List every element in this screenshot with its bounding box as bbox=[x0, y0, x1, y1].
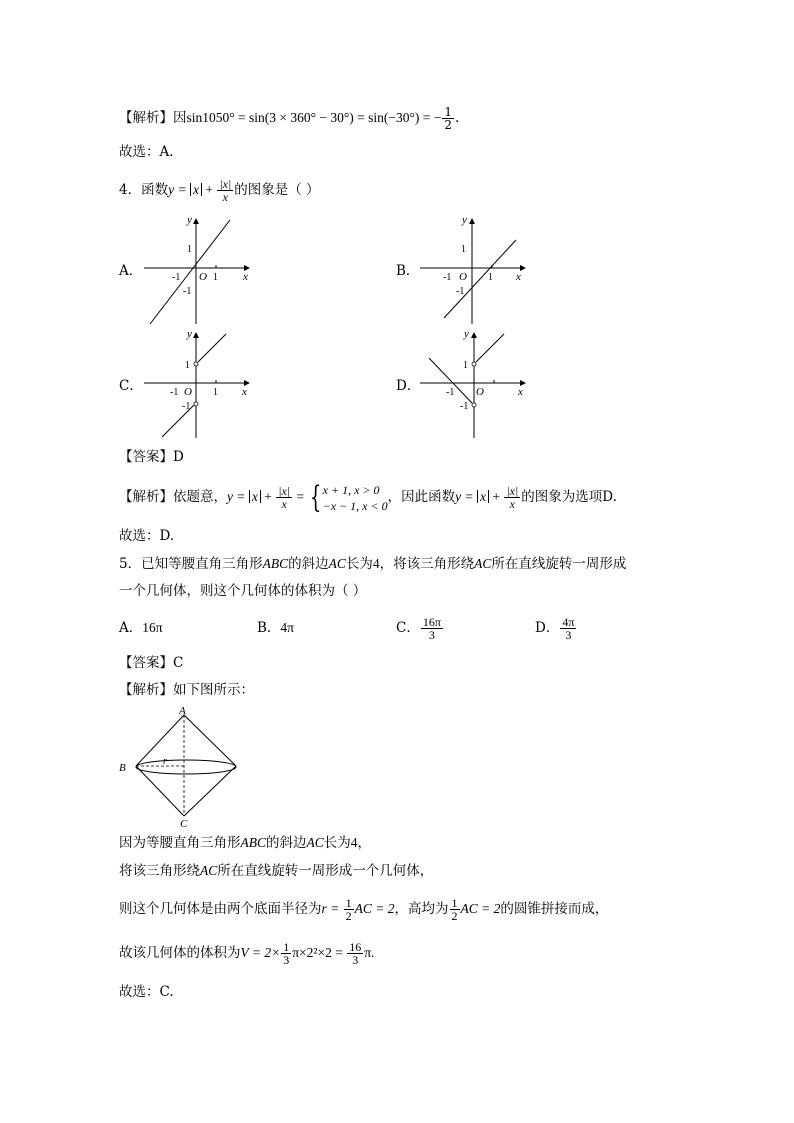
x-label-1: 1 bbox=[488, 272, 493, 283]
x-label-neg1: -1 bbox=[172, 272, 181, 283]
y-equals: y = bbox=[227, 489, 249, 504]
y-arrow bbox=[193, 332, 199, 338]
graph-option-c bbox=[140, 324, 260, 440]
side-ac: AC bbox=[200, 863, 218, 878]
x-label-neg1: -1 bbox=[443, 272, 452, 283]
option-value: 16π bbox=[142, 620, 163, 635]
y-label-neg1: -1 bbox=[456, 286, 465, 297]
piecewise-cases bbox=[323, 482, 388, 514]
y-axis-label: y bbox=[187, 328, 192, 340]
origin-label: O bbox=[184, 386, 192, 398]
fraction-half bbox=[450, 897, 460, 922]
jiexi-tag: 【解析】 bbox=[119, 110, 173, 126]
open-point-top bbox=[472, 362, 476, 366]
option-value: 4π bbox=[280, 620, 294, 635]
fraction-denominator: x bbox=[509, 497, 515, 511]
y-label-neg1: -1 bbox=[183, 286, 192, 297]
q4-stem-prefix: 4．函数 bbox=[119, 182, 169, 198]
q5-option-b bbox=[257, 619, 294, 637]
option-label: C． bbox=[396, 620, 420, 636]
fraction-half bbox=[344, 897, 354, 922]
ac-eq-2: AC = 2 bbox=[354, 901, 395, 916]
q5-stem-d: ，将该三角形绕 bbox=[379, 556, 475, 572]
abs-x: x bbox=[477, 490, 489, 503]
origin-label: O bbox=[459, 271, 467, 283]
period: . bbox=[455, 110, 460, 126]
q5-answer-line bbox=[119, 654, 183, 672]
x-axis-label: x bbox=[516, 271, 521, 283]
length-four: 4 bbox=[372, 556, 380, 571]
fraction-denominator: 2 bbox=[345, 909, 352, 923]
text: 所在直线旋转一周形成一个几何体， bbox=[217, 863, 434, 879]
origin-label: O bbox=[199, 271, 207, 283]
q5-option-a bbox=[119, 619, 163, 637]
y-arrow bbox=[469, 218, 475, 224]
fraction-denominator: 3 bbox=[283, 953, 290, 967]
jiexi-prefix: 因 bbox=[173, 110, 187, 126]
fraction-denominator: 2 bbox=[451, 909, 458, 923]
fraction-denominator: 3 bbox=[352, 953, 359, 967]
fraction-abs-x-over-x bbox=[276, 485, 292, 510]
q4-analysis-line: 【解析】依题意，y = x + $\frac{|x|}{x}$ = { x + 1, x > 0 −x − 1, x < 0 ，因此函数y = x + $\frac{|x|}{x}$ 的图象为选项D. bbox=[119, 479, 617, 515]
point-c-label: C bbox=[180, 818, 188, 829]
q4-stem-suffix: 的图象是（ ） bbox=[234, 182, 320, 198]
fraction-numerator: |x| bbox=[278, 484, 291, 498]
x-label-neg1: -1 bbox=[446, 387, 455, 398]
x-label-1: 1 bbox=[213, 272, 218, 283]
triangle-abc: ABC bbox=[240, 835, 266, 850]
ac-eq-2: AC = 2 bbox=[460, 901, 501, 916]
y-axis-label: y bbox=[462, 214, 467, 226]
option-label: D． bbox=[535, 620, 560, 636]
option-fraction bbox=[560, 616, 576, 641]
q5-choice: 故选：C. bbox=[119, 984, 174, 1000]
fraction-abs-x-over-x bbox=[217, 178, 233, 203]
q5-analysis-line1 bbox=[119, 834, 371, 852]
y-axis-label: y bbox=[464, 328, 469, 340]
y-label-neg1: -1 bbox=[182, 401, 191, 412]
graph-option-a bbox=[140, 210, 260, 326]
open-point-bottom bbox=[194, 402, 198, 406]
fraction-numerator: 16π bbox=[422, 615, 441, 629]
fraction-one-half bbox=[442, 106, 454, 131]
y-arrow bbox=[193, 218, 199, 224]
fraction-denominator: x bbox=[281, 497, 287, 511]
open-point-bottom bbox=[472, 403, 476, 407]
q5-stem-e: 所在直线旋转一周形成 bbox=[491, 556, 627, 572]
volume-eq: V = 2× bbox=[240, 945, 281, 960]
origin-label: O bbox=[476, 386, 484, 398]
answer-tag: 【答案】 bbox=[119, 449, 173, 465]
open-point-top bbox=[194, 362, 198, 366]
point-a-label: A bbox=[179, 705, 186, 717]
fraction-numerator: 1 bbox=[283, 940, 290, 954]
triangle-abc: ABC bbox=[262, 556, 289, 571]
case-negative: −x − 1, x < 0 bbox=[322, 498, 388, 513]
text: 的斜边 bbox=[266, 835, 307, 851]
option-d-label: D． bbox=[396, 378, 421, 394]
fraction-numerator: |x| bbox=[219, 177, 232, 191]
side-ac: AC bbox=[328, 556, 346, 571]
option-label: B． bbox=[257, 620, 281, 636]
q5-analysis-intro bbox=[119, 681, 254, 699]
y-equals: y = bbox=[168, 182, 190, 197]
q5-stem-b: 的斜边 bbox=[288, 556, 329, 572]
side-ac: AC bbox=[306, 835, 324, 850]
fraction-denominator: 3 bbox=[428, 628, 435, 642]
option-fraction bbox=[421, 616, 443, 641]
fraction-denominator: x bbox=[222, 190, 228, 204]
plus-sign: + bbox=[201, 182, 217, 197]
double-cone-figure bbox=[116, 705, 240, 829]
jiexi-suffix: 的图象为选项D. bbox=[521, 489, 617, 505]
fraction-answer bbox=[347, 941, 363, 966]
side-ac: AC bbox=[474, 556, 492, 571]
abs-x: x bbox=[190, 183, 202, 196]
q5-stem-line1 bbox=[119, 555, 626, 573]
fraction-numerator: 4π bbox=[562, 615, 575, 629]
fraction-third bbox=[281, 941, 291, 966]
base-circle bbox=[136, 760, 236, 774]
text: ， bbox=[357, 835, 372, 851]
x-axis-label: x bbox=[242, 386, 247, 398]
y-axis-label: y bbox=[187, 214, 192, 226]
y-equals: y = bbox=[455, 489, 477, 504]
answer-tag: 【答案】 bbox=[119, 655, 173, 671]
q4-choice: 故选：D. bbox=[119, 528, 175, 544]
fraction-abs-x-over-x bbox=[504, 485, 520, 510]
text: 则这个几何体是由两个底面半径为 bbox=[119, 901, 322, 917]
q5-option-d bbox=[535, 610, 577, 646]
y-arrow bbox=[471, 332, 477, 338]
edge-a-right bbox=[184, 715, 236, 766]
y-label-neg1: -1 bbox=[460, 401, 469, 412]
q5-analysis-line4 bbox=[119, 935, 374, 971]
length-four: 4 bbox=[350, 835, 358, 850]
jiexi-tag: 【解析】 bbox=[119, 489, 173, 505]
point-b-label: B bbox=[119, 762, 126, 774]
q4-answer-line bbox=[119, 448, 184, 466]
fraction-denominator: 3 bbox=[565, 628, 572, 642]
sin-expression: sin1050° = sin(3 × 360° − 30°) = sin(−30°) = − bbox=[186, 110, 442, 125]
fraction-numerator: 1 bbox=[444, 105, 453, 119]
jiexi-mid: ，因此函数 bbox=[387, 489, 456, 505]
plus-sign: + bbox=[260, 489, 276, 504]
text: 故该几何体的体积为 bbox=[119, 945, 241, 961]
x-label-1: 1 bbox=[213, 387, 218, 398]
answer-value: C bbox=[173, 655, 184, 671]
jiexi-text: 如下图所示： bbox=[173, 682, 254, 698]
text: 长为 bbox=[323, 835, 351, 851]
graph-line-right bbox=[476, 334, 504, 362]
option-a-label: A． bbox=[119, 263, 143, 279]
option-c-label: C． bbox=[119, 378, 143, 394]
x-label-neg1: -1 bbox=[170, 387, 179, 398]
graph-option-b bbox=[416, 210, 536, 326]
plus-sign: + bbox=[488, 489, 504, 504]
graph-option-d bbox=[416, 324, 536, 440]
x-axis-label: x bbox=[243, 271, 248, 283]
y-label-1: 1 bbox=[461, 244, 466, 255]
q3-choice: 故选：A. bbox=[119, 144, 174, 160]
option-label: A． bbox=[119, 620, 143, 636]
q5-option-c bbox=[396, 610, 444, 646]
graph-line bbox=[150, 220, 230, 324]
graph-line bbox=[444, 240, 516, 318]
fraction-denominator: 2 bbox=[444, 118, 453, 132]
x-axis-label: x bbox=[518, 386, 523, 398]
graph-line-right bbox=[198, 334, 226, 362]
edge-ab bbox=[136, 715, 184, 766]
q4-stem bbox=[119, 178, 320, 203]
case-positive: x + 1, x > 0 bbox=[322, 482, 380, 497]
q5-stem-a: 5．已知等腰直角三角形 bbox=[119, 556, 263, 572]
answer-value: D bbox=[173, 449, 184, 465]
q5-analysis-line2 bbox=[119, 862, 433, 880]
fraction-numerator: |x| bbox=[506, 484, 519, 498]
text: 的圆锥拼接而成， bbox=[500, 901, 609, 917]
radius-label: r bbox=[163, 756, 167, 767]
q5-stem-line2: 一个几何体，则这个几何体的体积为（ ） bbox=[119, 583, 367, 599]
left-brace: { bbox=[309, 479, 321, 515]
volume-mid: π×2²×2 = bbox=[292, 945, 347, 960]
q3-analysis-line bbox=[119, 106, 459, 131]
pi-end: π. bbox=[364, 945, 375, 960]
jiexi-prefix: 依题意， bbox=[173, 489, 227, 505]
fraction-numerator: 1 bbox=[451, 896, 458, 910]
q5-analysis-line3 bbox=[119, 891, 608, 927]
option-b-label: B． bbox=[396, 263, 420, 279]
q5-stem-c: 长为 bbox=[345, 556, 373, 572]
radius-eq: r = bbox=[321, 901, 343, 916]
jiexi-tag: 【解析】 bbox=[119, 682, 173, 698]
y-label-1: 1 bbox=[187, 244, 192, 255]
fraction-numerator: 16 bbox=[349, 940, 362, 954]
fraction-numerator: 1 bbox=[345, 896, 352, 910]
abs-x: x bbox=[249, 490, 261, 503]
text: 将该三角形绕 bbox=[119, 863, 200, 879]
y-label-1: 1 bbox=[185, 360, 190, 371]
y-label-1: 1 bbox=[463, 360, 468, 371]
text: 因为等腰直角三角形 bbox=[119, 835, 241, 851]
text: ，高均为 bbox=[394, 901, 449, 917]
x-arrow bbox=[520, 265, 526, 271]
